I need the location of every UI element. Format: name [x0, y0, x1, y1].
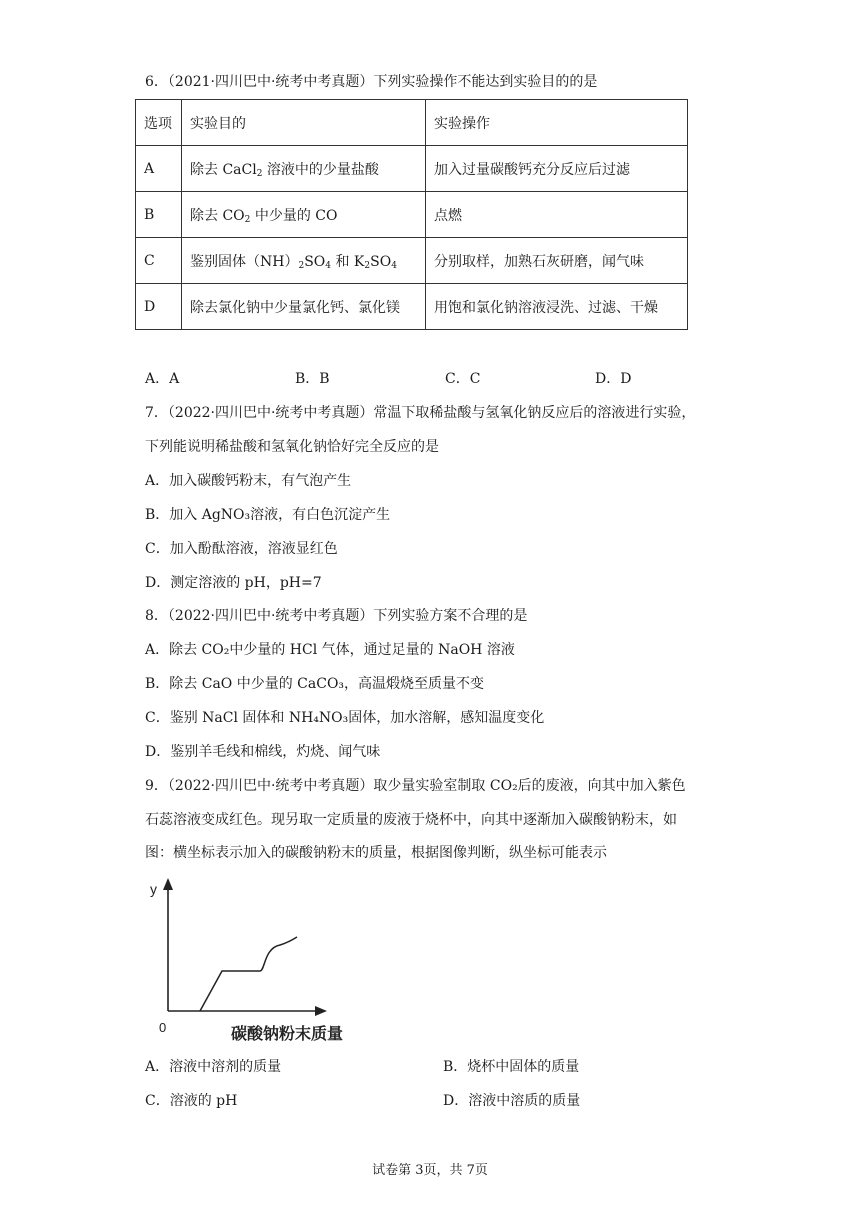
- q7-option-d: D．测定溶液的 pH，pH=7: [145, 575, 322, 591]
- q9-stem-line2: 石蕊溶液变成红色。现另取一定质量的废液于烧杯中，向其中逐渐加入碳酸钠粉末，如: [145, 812, 677, 828]
- row-option: D: [136, 284, 182, 330]
- row-operation: 加入过量碳酸钙充分反应后过滤: [426, 146, 688, 192]
- purpose-text: 中少量的 CO: [250, 207, 338, 224]
- table-row: [136, 192, 688, 238]
- table-row: [136, 284, 688, 330]
- q7-stem-line2: 下列能说明稀盐酸和氢氧化钠恰好完全反应的是: [145, 439, 439, 455]
- q9-graph: [140, 868, 360, 1048]
- table-header-row: [136, 100, 688, 146]
- purpose-text: 除去 CO: [190, 207, 245, 224]
- x-axis-label: 碳酸钠粉末质量: [231, 1024, 344, 1043]
- row-purpose: 除去氯化钠中少量氯化钙、氯化镁: [182, 284, 426, 330]
- q9-option-b: B．烧杯中固体的质量: [443, 1059, 580, 1075]
- q8-stem: 8．（2022·四川巴中·统考中考真题）下列实验方案不合理的是: [145, 608, 528, 624]
- table-row: [136, 238, 688, 284]
- q7-option-c: C．加入酚酞溶液，溶液显红色: [145, 541, 338, 557]
- q8-option-a: A．除去 CO₂中少量的 HCl 气体，通过足量的 NaOH 溶液: [145, 642, 515, 658]
- row-purpose: [182, 192, 426, 238]
- origin-label: 0: [159, 1020, 167, 1035]
- row-option: C: [136, 238, 182, 284]
- q9-option-c: C．溶液的 pH: [145, 1093, 238, 1109]
- header-purpose: 实验目的: [182, 100, 426, 146]
- y-axis-label: y: [150, 881, 157, 897]
- q7-option-a: A．加入碳酸钙粉末，有气泡产生: [145, 473, 352, 489]
- header-option: 选项: [136, 100, 182, 146]
- table-row: [136, 146, 688, 192]
- row-operation: 点燃: [426, 192, 688, 238]
- q7-stem-line1: 7．（2022·四川巴中·统考中考真题）常温下取稀盐酸与氢氧化钠反应后的溶液进行实验，: [145, 405, 696, 421]
- row-purpose: 鉴别固体$(NH)_2SO_4$ 和 $K_2SO_4$: [182, 238, 426, 284]
- q8-option-c: C．鉴别 NaCl 固体和 NH₄NO₃固体，加水溶解，感知温度变化: [145, 710, 545, 726]
- q6-table: [135, 99, 688, 330]
- q6-option-a: A．A: [145, 371, 180, 387]
- q7-option-b: B．加入 AgNO₃溶液，有白色沉淀产生: [145, 507, 391, 523]
- row-option: B: [136, 192, 182, 238]
- q8-option-d: D．鉴别羊毛线和棉线，灼烧、闻气味: [145, 744, 381, 760]
- q6-option-d: D．D: [595, 371, 632, 387]
- purpose-text: 除去 CaCl: [190, 161, 257, 178]
- q9-stem-line1: 9．（2022·四川巴中·统考中考真题）取少量实验室制取 CO₂后的废液，向其中加入紫色: [145, 778, 686, 794]
- q6-option-b: B．B: [295, 371, 330, 387]
- graph-curve: [200, 937, 297, 1011]
- q9-option-a: A．溶液中溶剂的质量: [145, 1059, 282, 1075]
- row-operation: 分别取样，加熟石灰研磨，闻气味: [426, 238, 688, 284]
- q6-stem: 6．（2021·四川巴中·统考中考真题）下列实验操作不能达到实验目的的是: [145, 74, 598, 90]
- page-footer: 试卷第 3页，共 7页: [372, 1163, 488, 1178]
- q6-option-c: C．C: [445, 371, 481, 387]
- purpose-text: 溶液中的少量盐酸: [262, 161, 379, 178]
- purpose-subscript: 2: [256, 168, 263, 179]
- x-axis-arrow: [315, 1006, 327, 1016]
- row-option: A: [136, 146, 182, 192]
- y-axis-arrow: [163, 878, 173, 890]
- q9-stem-line3: 图：横坐标表示加入的碳酸钠粉末的质量，根据图像判断，纵坐标可能表示: [145, 845, 607, 861]
- row-operation: 用饱和氯化钠溶液浸洗、过滤、干燥: [426, 284, 688, 330]
- purpose-subscript: 2: [244, 214, 251, 225]
- row-purpose: [182, 146, 426, 192]
- q8-option-b: B．除去 CaO 中少量的 CaCO₃，高温煅烧至质量不变: [145, 676, 485, 692]
- header-operation: 实验操作: [426, 100, 688, 146]
- q9-option-d: D．溶液中溶质的质量: [443, 1093, 581, 1109]
